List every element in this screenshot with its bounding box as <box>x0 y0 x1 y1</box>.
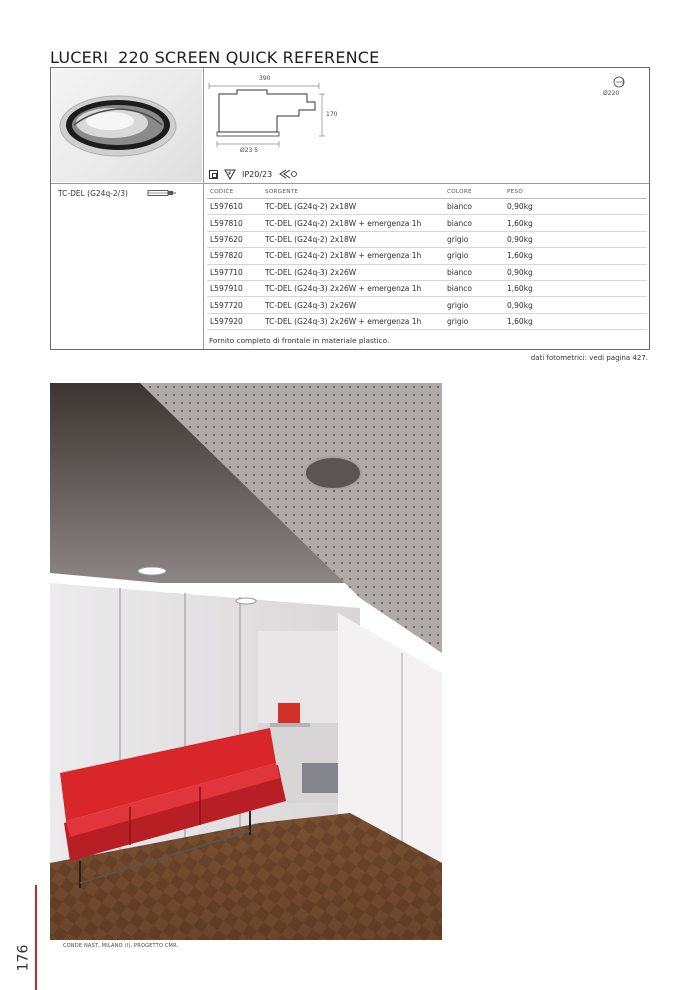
table-row <box>207 232 647 248</box>
diameter-dimension: Ø23 5 <box>240 147 259 154</box>
interior-photo <box>50 383 442 940</box>
light-source: TC-DEL (G24q-3) 2x26W <box>265 300 357 310</box>
table-header <box>207 185 647 199</box>
table-row <box>207 199 647 215</box>
table-row <box>207 281 647 297</box>
color-value: grigio <box>447 300 469 310</box>
width-dimension: 390 <box>259 75 271 82</box>
color-value: bianco <box>447 284 472 294</box>
product-code: L597820 <box>210 251 243 261</box>
light-source: TC-DEL (G24q-2) 2x18W + emergenza 1h <box>265 251 422 261</box>
product-code: L597610 <box>210 202 243 212</box>
technical-drawing <box>207 72 377 172</box>
color-value: grigio <box>447 316 469 326</box>
table-row <box>207 215 647 231</box>
weight-value: 1,60kg <box>507 316 533 326</box>
column-header: PESO <box>507 188 524 195</box>
color-value: bianco <box>447 202 472 212</box>
photo-caption: CONDE NAST, MILANO (I), PROGETTO CMR. <box>63 943 179 949</box>
product-photo <box>52 69 202 182</box>
product-code: L597620 <box>210 234 243 244</box>
table-row <box>207 265 647 281</box>
light-source: TC-DEL (G24q-2) 2x18W <box>265 234 357 244</box>
color-value: bianco <box>447 218 472 228</box>
column-header: SORGENTE <box>265 188 299 195</box>
ip-rating: IP20/23 <box>242 169 273 179</box>
weight-value: 0,90kg <box>507 300 533 310</box>
column-header: CODICE <box>210 188 234 195</box>
page-number-text: 176 <box>15 944 32 972</box>
lamp-type-label: TC-DEL (G24q-2/3) <box>58 189 128 198</box>
f-mark-icon <box>224 169 236 180</box>
height-dimension: 170 <box>326 111 338 118</box>
product-code: L597710 <box>210 267 243 277</box>
divider <box>51 183 649 184</box>
divider <box>203 68 204 349</box>
cutout-diameter-label: Ø220 <box>603 90 620 97</box>
color-value: grigio <box>447 251 469 261</box>
weight-value: 1,60kg <box>507 284 533 294</box>
enec-mark-icon <box>278 169 298 179</box>
lamp-icon <box>147 189 177 197</box>
product-code: L597910 <box>210 284 243 294</box>
light-source: TC-DEL (G24q-3) 2x26W + emergenza 1h <box>265 316 422 326</box>
photometric-reference: dati fotometrici: vedi pagina 427. <box>530 354 648 362</box>
product-code: L597810 <box>210 218 243 228</box>
page-title <box>50 48 380 67</box>
page-number <box>16 940 36 974</box>
product-code: L597720 <box>210 300 243 310</box>
light-source: TC-DEL (G24q-3) 2x26W + emergenza 1h <box>265 284 422 294</box>
brand-name: LUCERI <box>50 48 109 67</box>
weight-value: 1,60kg <box>507 218 533 228</box>
light-source: TC-DEL (G24q-2) 2x18W + emergenza 1h <box>265 218 422 228</box>
class-ii-icon <box>209 170 218 179</box>
light-source: TC-DEL (G24q-2) 2x18W <box>265 202 357 212</box>
column-header: COLORE <box>447 188 472 195</box>
product-table <box>207 185 647 330</box>
cutout-diameter-icon <box>606 72 646 102</box>
product-title: 220 SCREEN QUICK REFERENCE <box>118 48 380 67</box>
weight-value: 0,90kg <box>507 202 533 212</box>
weight-value: 0,90kg <box>507 234 533 244</box>
color-value: bianco <box>447 267 472 277</box>
table-note: Fornito completo di frontale in materiale plastico. <box>209 336 390 345</box>
certification-row <box>209 167 298 181</box>
spec-card <box>50 67 650 350</box>
weight-value: 0,90kg <box>507 267 533 277</box>
color-value: grigio <box>447 234 469 244</box>
accent-rule <box>35 885 37 990</box>
table-row <box>207 297 647 313</box>
table-row <box>207 248 647 264</box>
weight-value: 1,60kg <box>507 251 533 261</box>
light-source: TC-DEL (G24q-3) 2x26W <box>265 267 357 277</box>
product-code: L597920 <box>210 316 243 326</box>
table-row <box>207 314 647 330</box>
